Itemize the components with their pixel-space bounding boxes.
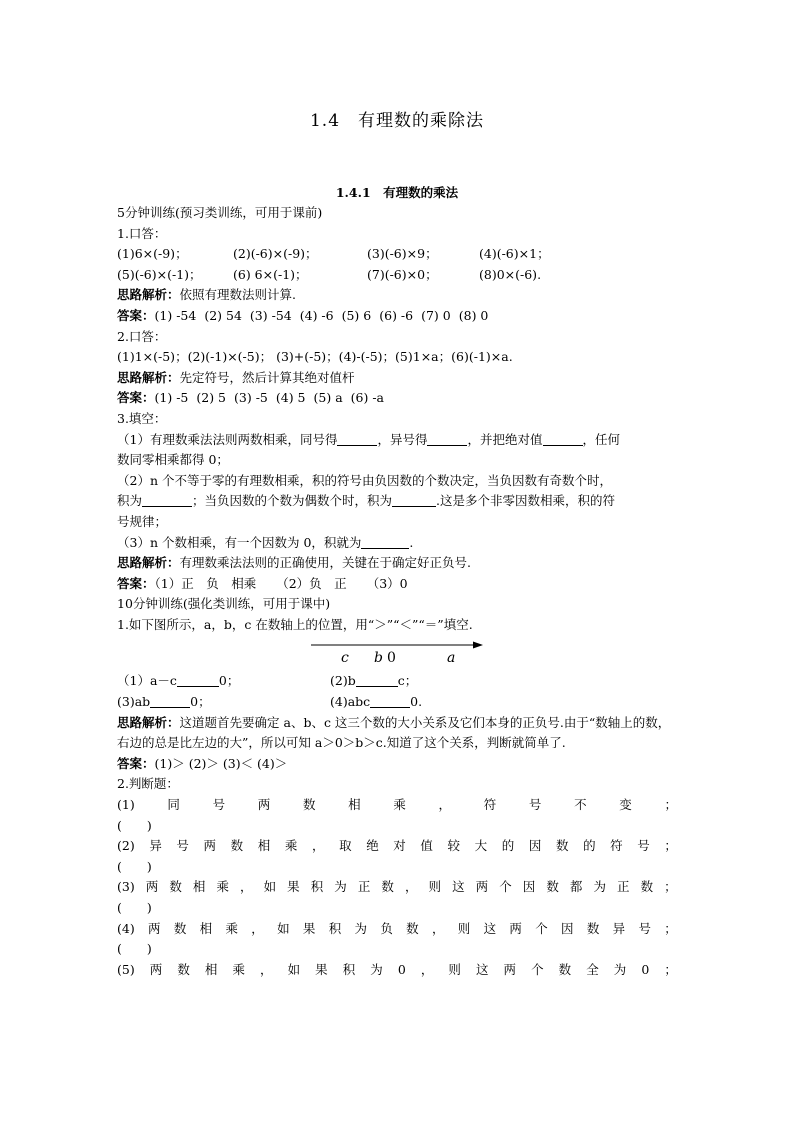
s10-q1-hint (117, 713, 677, 754)
q1-item: (4)(-6)×1； (479, 246, 550, 262)
text: 积为 (117, 493, 143, 509)
answer-item: (3) -5 (234, 390, 268, 406)
answer-parentheses[interactable]: ( ) (117, 900, 152, 915)
item-char: 这 (475, 961, 489, 977)
fill-blank[interactable] (356, 672, 398, 687)
item-char: 为 (370, 961, 383, 977)
text: 0； (218, 673, 240, 689)
answer-item: (4) 5 (275, 390, 306, 406)
item-char: 因 (561, 920, 574, 936)
answer-item: (8) 0 (458, 307, 489, 323)
item-char: 两 (503, 961, 517, 977)
item-char: 负 (380, 920, 393, 936)
fill-blank[interactable] (361, 534, 409, 549)
section-header-10min: 10分钟训练(强化类训练，可用于课中) (117, 596, 331, 612)
item-char: 两 (475, 879, 489, 895)
text: (4)abc (330, 694, 371, 710)
item-char: ； (664, 920, 677, 936)
answer-parentheses[interactable]: ( ) (117, 941, 152, 957)
item-char: 相 (204, 961, 218, 977)
item-char: 正 (357, 879, 371, 895)
item-char: 相 (192, 879, 206, 895)
text: (2)b (330, 673, 356, 689)
answer-text: (1)＞ (2)＞ (3)＜ (4)＞ (154, 755, 288, 771)
item-char: 号 (212, 797, 226, 813)
answer-parentheses[interactable]: ( ) (117, 858, 152, 874)
answer-label: 答案： (117, 307, 155, 323)
item-char: 值 (420, 838, 433, 854)
item-char: 数 (169, 879, 182, 895)
q2-label: 2.口答： (117, 328, 167, 344)
item-char: 都 (569, 879, 583, 895)
text: 0； (190, 694, 211, 710)
label-b: b (374, 650, 383, 667)
section-subtitle: 1.4.1 有理数的乘法 (335, 185, 459, 200)
item-char: 同 (167, 797, 180, 813)
answer-item: (3) -54 (249, 307, 292, 323)
q1-item: (3)(-6)×9； (367, 246, 438, 262)
answer-item: (7) 0 (421, 307, 451, 323)
axis-arrow (473, 642, 483, 649)
item (330, 692, 422, 713)
item-char: 乘 (225, 920, 238, 936)
q1-item: (1)6×(-9)； (117, 246, 188, 262)
fill-blank[interactable] (370, 693, 410, 708)
item-char: ， (240, 879, 253, 895)
item-char: 符 (610, 838, 623, 854)
text: . (409, 534, 414, 550)
item-char: 两 (148, 920, 161, 936)
q1-hint (117, 285, 677, 306)
hint-text: 这道题首先要确定 a、b、c 这三个数的大小关系及它们本身的正负号.由于“数轴上的数，右边的总是比左边的大”，所以可知 a＞0＞b＞c.知道了这个关系，判断就简单了. (117, 714, 671, 751)
item-char: 相 (348, 797, 361, 813)
item-char: 数 (177, 961, 190, 977)
item-char: 则 (457, 920, 471, 936)
item-char: ； (664, 879, 677, 895)
text: ，并把绝对值 (467, 431, 543, 447)
item-char: 数 (406, 920, 419, 936)
item-char: ， (260, 961, 273, 977)
s10-q1-answer (117, 754, 677, 775)
hint-label: 思路解析： (117, 369, 180, 385)
item-char: 这 (452, 879, 465, 895)
item-char: 号 (638, 920, 651, 936)
fill-blank[interactable] (543, 431, 583, 446)
q1-item: (7)(-6)×0； (367, 266, 438, 282)
item-char: 为 (613, 961, 627, 977)
judgement-item (117, 960, 677, 981)
item-number: (5) (117, 961, 135, 977)
item-number: (4) (117, 920, 135, 936)
text: ，任何 (582, 431, 621, 447)
hint-text: 依照有理数法则计算. (179, 287, 296, 303)
item-char: 数 (586, 920, 600, 936)
item-char: 取 (339, 838, 352, 854)
text: ，异号得 (377, 431, 428, 447)
item-char: 的 (583, 838, 596, 854)
item-char: 因 (522, 879, 536, 895)
answer-item: (5) a (313, 390, 343, 406)
text: .这是多个非零因数相乘，积的符 (436, 493, 616, 509)
fill-blank[interactable] (150, 693, 190, 708)
item-char: ； (664, 838, 677, 854)
item-char: 个 (531, 961, 544, 977)
q1-label: 1.口答： (117, 225, 167, 241)
item-char: 如 (277, 920, 290, 936)
item-char: 积 (342, 961, 356, 977)
item-char: 较 (447, 838, 461, 854)
s10-q2-label: 2.判断题： (117, 776, 179, 792)
item-char: 0 (397, 961, 406, 977)
judgement-list (117, 795, 677, 980)
hint-text: 先定符号，然后计算其绝对值杆 (179, 369, 355, 385)
item-char: ； (664, 961, 677, 977)
item-char: 相 (199, 920, 213, 936)
item-char: 则 (428, 879, 442, 895)
fill-blank[interactable] (427, 431, 467, 446)
item-char: 两 (509, 920, 522, 936)
item-char: 异 (149, 838, 162, 854)
answer-item: （2）负 正 (276, 575, 347, 591)
q3-p2-line3: 号规律； (117, 513, 168, 529)
item-char: 积 (328, 920, 342, 936)
q2-hint (117, 368, 677, 389)
item-char: 相 (257, 838, 271, 854)
answer-label: 答案： (117, 755, 155, 771)
fill-blank[interactable] (392, 492, 436, 507)
item-char: 异 (612, 920, 626, 936)
item-char: 号 (176, 838, 189, 854)
item-char: 如 (263, 879, 277, 895)
s10-q1-label: 1.如下图所示，a，b，c 在数轴上的位置，用“＞”“＜”“＝”填空. (117, 616, 473, 632)
judgement-item (117, 836, 677, 857)
item-char: ， (311, 838, 325, 854)
item-char: 0 (641, 961, 650, 977)
answer-item: (5) 6 (341, 307, 372, 323)
answer-item: (6) -6 (379, 307, 414, 323)
answer-item: (2) 5 (196, 390, 227, 406)
q3-p2-line1: （2）n 个不等于零的有理数相乘，积的符号由负因数的个数决定，当负因数有奇数个时， (117, 472, 612, 488)
item-char: ， (431, 920, 445, 936)
item (117, 671, 330, 692)
section-header-5min: 5分钟训练(预习类训练，可用于课前) (117, 205, 323, 220)
fill-blank[interactable] (142, 492, 192, 507)
item-char: 因 (528, 838, 542, 854)
judgement-item (117, 795, 677, 816)
q3-p2-line2 (117, 491, 677, 512)
q1-item: (5)(-6)×(-1)； (117, 266, 202, 282)
item-char: 这 (483, 920, 497, 936)
text: ；当负因数的个数为偶数个时，积为 (192, 493, 393, 509)
item-number: (2) (117, 838, 135, 854)
item-char: 号 (637, 838, 650, 854)
number-line-figure (307, 635, 487, 669)
q1-row2 (117, 265, 677, 286)
item-char: 为 (354, 920, 368, 936)
fill-blank[interactable] (177, 672, 219, 687)
q3-p1-line1 (117, 430, 677, 451)
item-char: 个 (499, 879, 512, 895)
item-char: 两 (203, 838, 217, 854)
number-line (117, 635, 677, 671)
item (330, 671, 417, 692)
hint-label: 思路解析： (117, 287, 180, 303)
item-char: 果 (287, 879, 300, 895)
q3-p3 (117, 533, 677, 554)
s10-q1-items-row2 (117, 692, 677, 713)
item-char: 乘 (284, 838, 298, 854)
text: 0. (410, 694, 423, 710)
judgement-item (117, 877, 677, 898)
q1-row1 (117, 244, 677, 265)
q2-line: (1)1×(-5)；(2)(-1)×(-5)； (3)+(-5)；(4)-(-5)；(5)1×a；(6)(-1)×a. (117, 349, 513, 365)
text: （1）有理数乘法法则两数相乘，同号得 (117, 431, 338, 447)
item-char: 不 (574, 797, 587, 813)
item-char: 则 (448, 961, 461, 977)
item-char: 乘 (216, 879, 229, 895)
hint-text: 有理数乘法法则的正确使用，关键在于确定好正负号. (179, 555, 471, 571)
item-char: 绝 (366, 838, 379, 854)
item-char: 积 (310, 879, 324, 895)
q1-answer (117, 306, 677, 327)
item-char: 为 (593, 879, 606, 895)
item-char: 大 (474, 838, 488, 854)
q3-p1-line2: 数同零相乘都得 0； (117, 452, 229, 468)
item-char: 数 (381, 879, 394, 895)
text: （3）n 个数相乘，有一个因数为 0，积就为 (117, 534, 362, 550)
item-char: 两 (145, 879, 159, 895)
item-number: (1) (117, 797, 135, 813)
q3-label: 3.填空： (117, 410, 167, 426)
item-char: 数 (302, 797, 316, 813)
hint-label: 思路解析： (117, 714, 180, 730)
item-char: ； (664, 797, 677, 813)
item-char: ， (438, 797, 452, 813)
answer-item: (1) -54 (154, 307, 197, 323)
item-char: 符 (483, 797, 497, 813)
item-char: 两 (149, 961, 163, 977)
item-char: 正 (617, 879, 630, 895)
item-char: 乘 (393, 797, 406, 813)
item-char: 乘 (232, 961, 245, 977)
text: （1）a－c (117, 673, 177, 689)
q1-item: (8)0×(-6). (479, 266, 542, 282)
text: c； (397, 673, 418, 689)
item (117, 692, 330, 713)
item-char: 数 (173, 920, 187, 936)
text: (3)ab (117, 694, 151, 710)
item-char: ， (404, 879, 418, 895)
item-char: 如 (287, 961, 301, 977)
answer-item: （3）0 (366, 575, 408, 591)
label-c: c (341, 650, 349, 667)
q1-item: (2)(-6)×(-9)； (233, 246, 318, 262)
item-char: 数 (558, 961, 572, 977)
answer-item: (6) -a (350, 390, 385, 406)
answer-item: (2) 54 (204, 307, 242, 323)
item-char: 果 (302, 920, 316, 936)
q3-answer (117, 574, 677, 595)
answer-parentheses[interactable]: ( ) (117, 817, 152, 833)
hint-label: 思路解析： (117, 555, 180, 571)
item-char: 为 (334, 879, 347, 895)
label-zero: 0 (387, 650, 396, 667)
item-char: 数 (555, 838, 569, 854)
answer-item: (1) -5 (154, 390, 189, 406)
item-char: 数 (546, 879, 559, 895)
item-char: ， (251, 920, 264, 936)
item-char: 的 (501, 838, 515, 854)
q3-hint (117, 553, 677, 574)
item-char: 号 (528, 797, 542, 813)
item-char: 对 (393, 838, 406, 854)
item-char: 变 (619, 797, 632, 813)
item-char: 数 (640, 879, 654, 895)
q1-item: (6) 6×(-1)； (233, 266, 308, 282)
judgement-item (117, 919, 677, 940)
document-body (117, 203, 677, 980)
page-title: 1.4 有理数的乘除法 (309, 111, 485, 131)
answer-label: 答案： (117, 390, 155, 406)
item-char: 数 (230, 838, 244, 854)
answer-item: （1）正 负 相乘 (154, 575, 257, 591)
item-char: 全 (586, 961, 599, 977)
answer-label: 答案： (117, 575, 155, 591)
item-char: 个 (535, 920, 548, 936)
label-a: a (447, 650, 456, 667)
q2-answer (117, 388, 677, 409)
item-number: (3) (117, 879, 135, 895)
item-char: 两 (257, 797, 271, 813)
answer-item: (4) -6 (299, 307, 334, 323)
item-char: ， (420, 961, 434, 977)
s10-q1-items-row1 (117, 671, 677, 692)
fill-blank[interactable] (337, 431, 377, 446)
item-char: 果 (315, 961, 328, 977)
